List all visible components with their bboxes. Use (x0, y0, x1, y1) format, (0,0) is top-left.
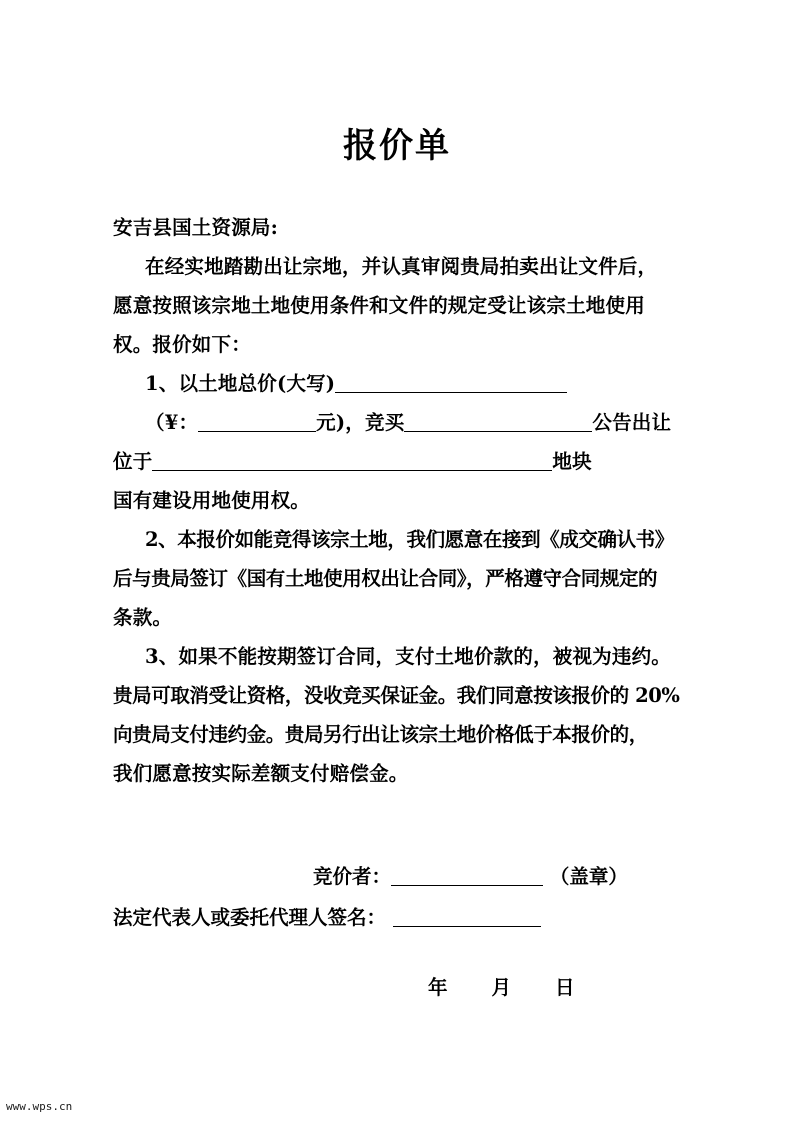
amount-numeric-blank[interactable] (198, 414, 316, 432)
clause1-label: 1、以土地总价(大写) (145, 372, 336, 395)
bidder-label: 竞价者： (313, 865, 392, 888)
intro-line-2: 愿意按照该宗地土地使用条件和文件的规定受让该宗土地使用 (113, 294, 645, 317)
clause2-line-1: 2、本报价如能竞得该宗土地，我们愿意在接到《成交确认书》 (145, 528, 674, 551)
date-month-label: 月 (491, 976, 512, 999)
bidder-signature-line (113, 856, 683, 897)
location-label: 位于 (113, 450, 153, 473)
addressee-line: 安吉县国土资源局: (113, 216, 278, 239)
representative-name-blank[interactable] (393, 909, 541, 927)
clause2-line-3: 条款。 (113, 606, 173, 629)
intro-line-3: 权。报价如下： (113, 333, 251, 356)
clause3-line-3: 向贵局支付违约金。贵局另行出让该宗土地价格低于本报价的， (113, 723, 648, 746)
date-year-label: 年 (428, 976, 448, 999)
location-blank[interactable] (152, 453, 552, 471)
intro-line-1: 在经实地踏勘出让宗地，并认真审阅贵局拍卖出让文件后， (145, 255, 658, 278)
clause3-line-1: 3、如果不能按期签订合同，支付土地价款的，被视为违约。 (145, 645, 671, 668)
auction-notice-blank[interactable] (404, 414, 592, 432)
representative-label: 法定代表人或委托代理人签名： (113, 906, 387, 929)
bidder-name-blank[interactable] (391, 868, 543, 886)
unit-and-bidder-label: 元)，竞买 (316, 411, 405, 434)
date-day-label: 日 (555, 976, 575, 999)
after-bidder-label: 公告出让 (592, 411, 672, 434)
page-title: 报价单 (343, 126, 451, 166)
representative-signature-line (113, 897, 683, 938)
date-line (113, 972, 794, 1000)
clause1-total-price-line (113, 364, 683, 403)
clause3-line-2: 贵局可取消受让资格，没收竞买保证金。我们同意按该报价的 20% (113, 684, 680, 707)
clause1-closing-line: 国有建设用地使用权。 (113, 489, 311, 512)
currency-prefix-label: （¥： (145, 411, 199, 434)
clause3-line-4: 我们愿意按实际差额支付赔偿金。 (113, 762, 409, 785)
clause1-currency-line (113, 403, 683, 442)
signature-block (113, 856, 683, 938)
seal-note-label: （盖章） (549, 865, 628, 888)
clause1-location-line (113, 442, 683, 481)
document-body (113, 208, 683, 793)
footer-watermark: www.wps.cn (6, 1100, 73, 1113)
clause2-line-2: 后与贵局签订《国有土地使用权出让合同》，严格遵守合同规定的 (113, 567, 658, 590)
location-suffix-label: 地块 (552, 450, 592, 473)
total-price-blank[interactable] (335, 375, 567, 393)
